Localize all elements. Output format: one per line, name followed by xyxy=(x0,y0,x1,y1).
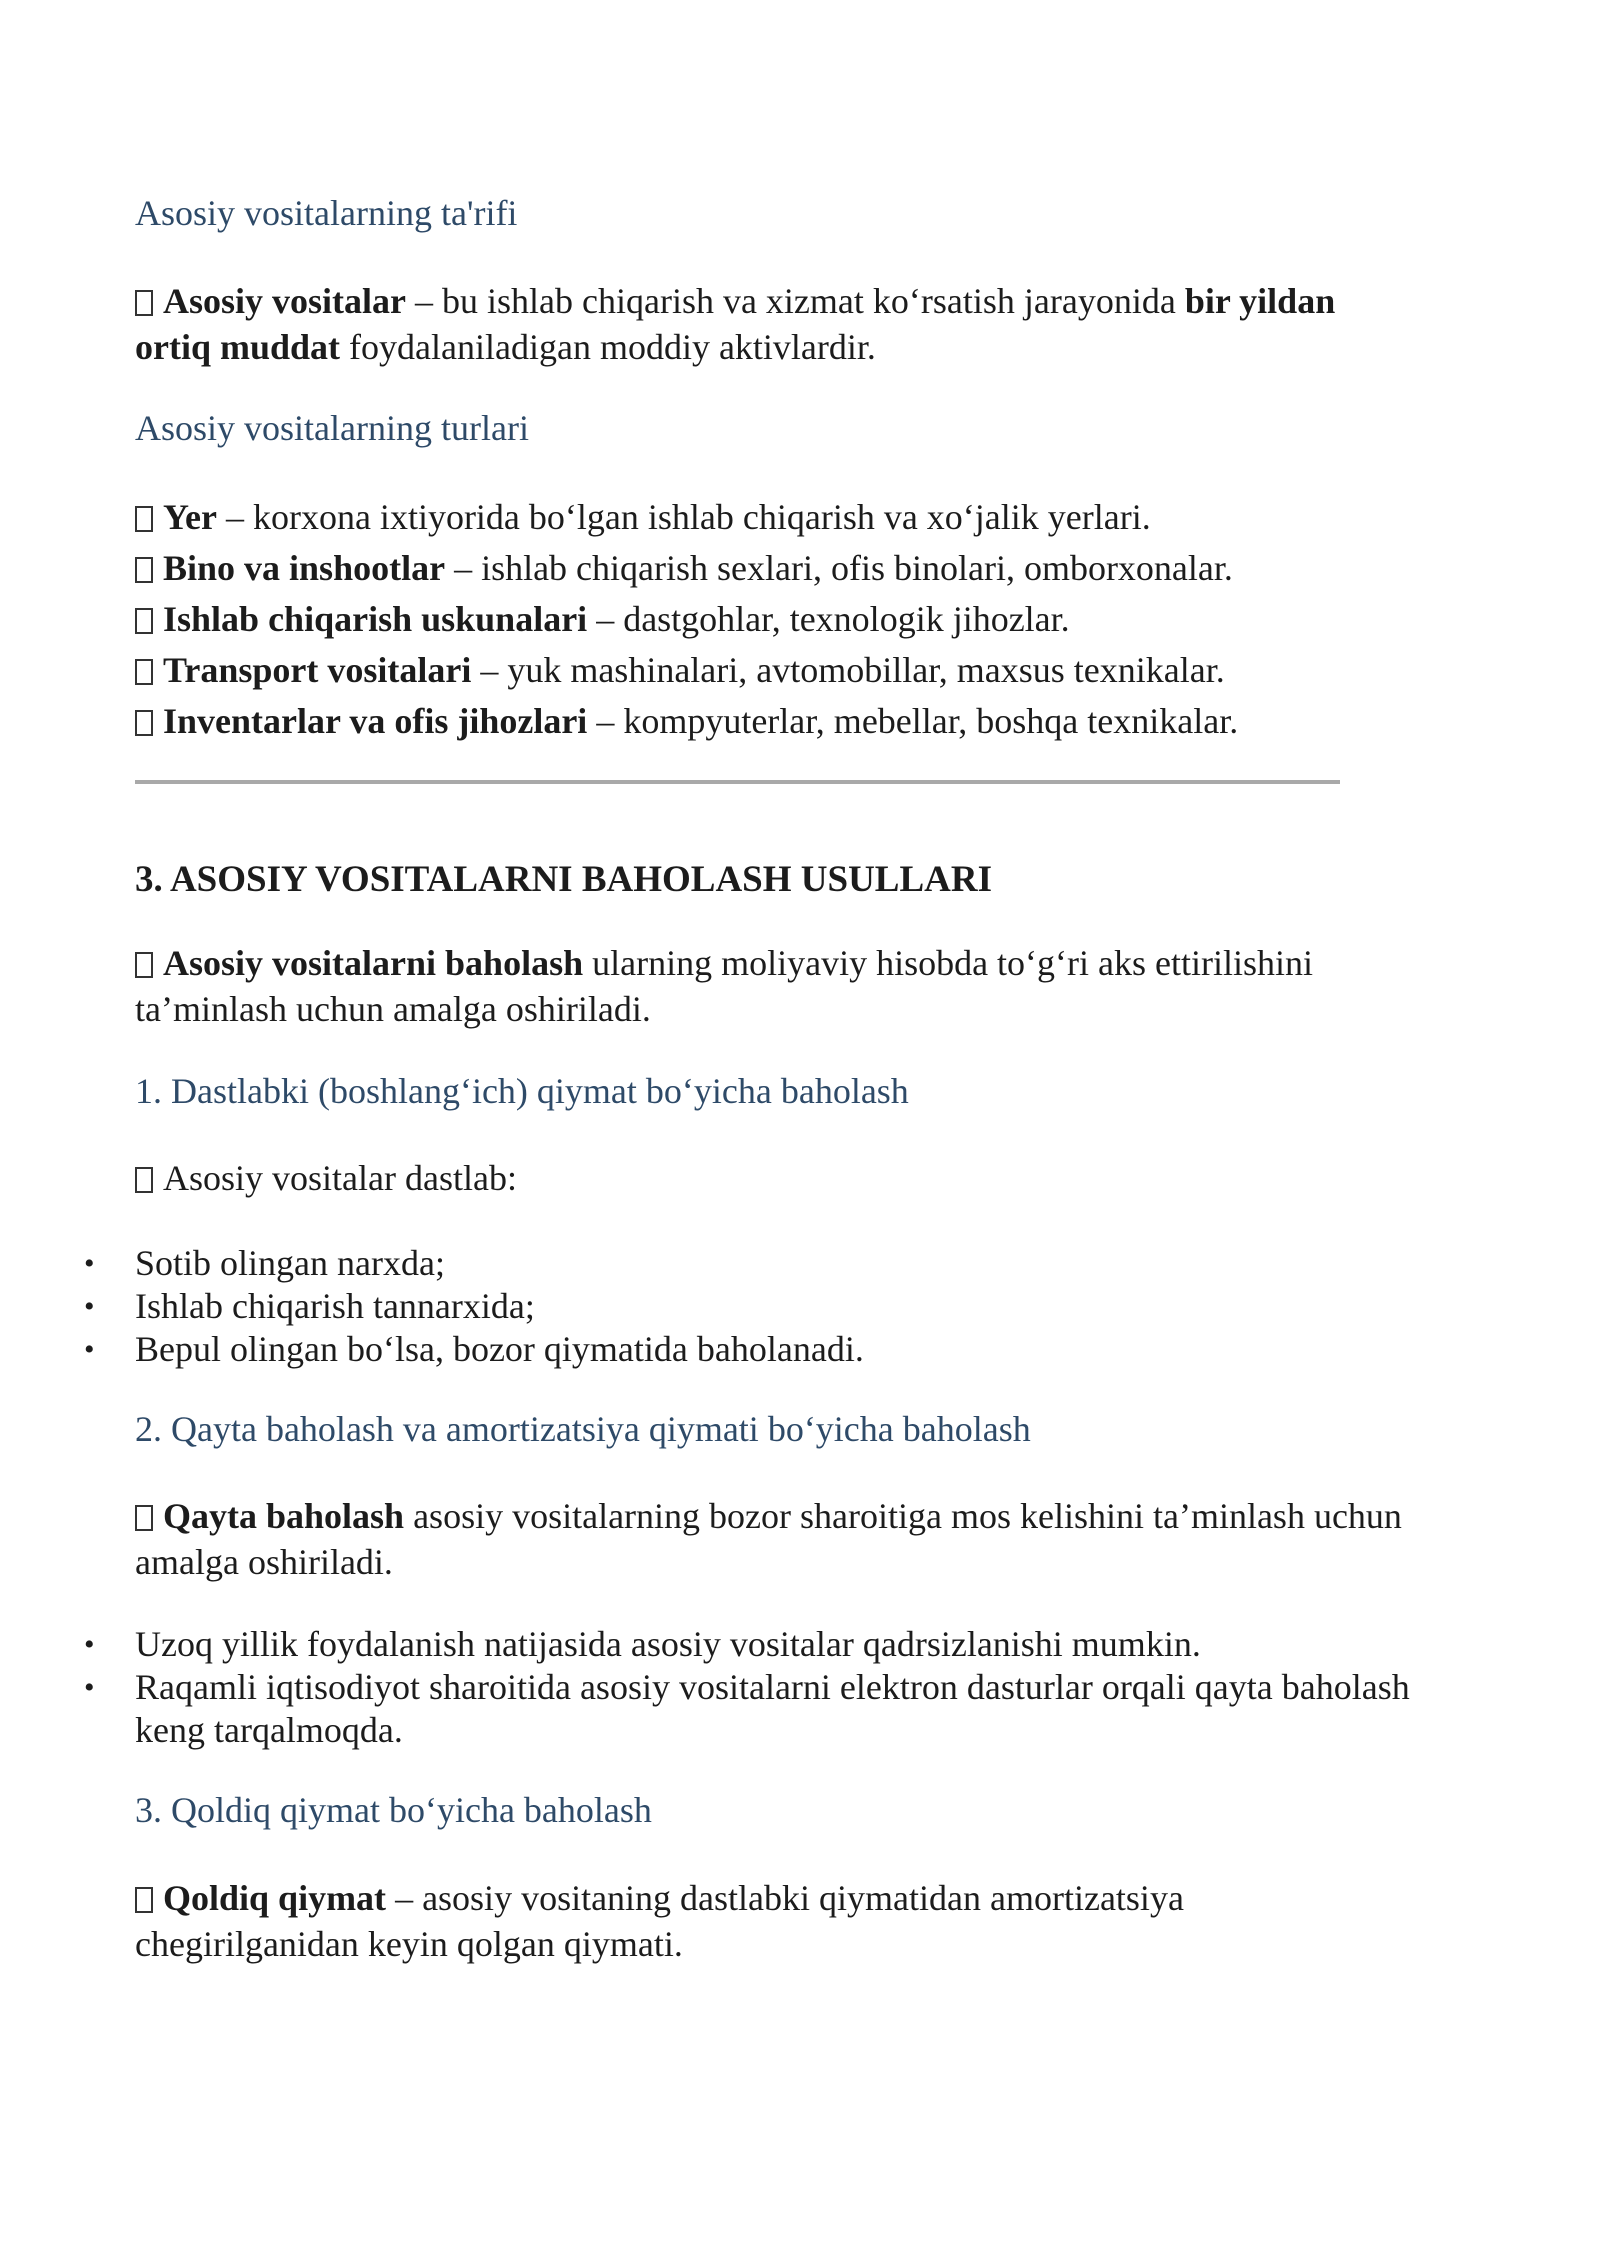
section-title: 3. ASOSIY VOSITALARNI BAHOLASH USULLARI xyxy=(135,859,992,900)
revaluation-list xyxy=(135,1623,1415,1752)
list-item: • Raqamli iqtisodiyot sharoitida asosiy vositalarni elektron dasturlar orqali qayta baholash keng tarqalmoqda. xyxy=(135,1666,1415,1752)
bullet-box-icon xyxy=(135,608,153,634)
definition-paragraph: Asosiy vositalar – bu ishlab chiqarish va xizmat ko‘rsatish jarayonida bir yildan ortiq muddat foydalaniladigan moddiy aktivlardir. xyxy=(135,281,1336,367)
subheading-initial-value: 1. Dastlabki (boshlang‘ich) qiymat bo‘yicha baholash xyxy=(135,1071,909,1111)
heading-definition: Asosiy vositalarning ta'rifi xyxy=(135,193,518,233)
bullet-box-icon xyxy=(135,290,153,316)
bullet-box-icon xyxy=(135,1167,153,1193)
bullet-box-icon xyxy=(135,710,153,736)
initial-value-intro: Asosiy vositalar dastlab: xyxy=(135,1155,1415,1201)
bullet-box-icon xyxy=(135,506,153,532)
bullet-box-icon xyxy=(135,1887,153,1913)
residual-value-paragraph: Qoldiq qiymat – asosiy vositaning dastlabki qiymatidan amortizatsiya chegirilganidan keyin qolgan qiymati. xyxy=(135,1878,1184,1964)
initial-value-list xyxy=(135,1242,1415,1371)
types-list xyxy=(135,492,1435,747)
list-item: • Bepul olingan bo‘lsa, bozor qiymatida baholanadi. xyxy=(135,1328,1415,1371)
list-item: • Sotib olingan narxda; xyxy=(135,1242,1415,1285)
heading-types: Asosiy vositalarning turlari xyxy=(135,408,529,448)
bullet-box-icon xyxy=(135,557,153,583)
evaluation-paragraph: Asosiy vositalarni baholash ularning moliyaviy hisobda to‘g‘ri aks ettirilishini ta’minlash uchun amalga oshiriladi. xyxy=(135,943,1314,1029)
revaluation-paragraph: Qayta baholash asosiy vositalarning bozor sharoitiga mos kelishini ta’minlash uchun amalga oshiriladi. xyxy=(135,1496,1402,1582)
type-item: Ishlab chiqarish uskunalari – dastgohlar, texnologik jihozlar. xyxy=(135,594,1435,645)
type-item: Transport vositalari – yuk mashinalari, avtomobillar, maxsus texnikalar. xyxy=(135,645,1435,696)
bullet-box-icon xyxy=(135,659,153,685)
list-item: • Ishlab chiqarish tannarxida; xyxy=(135,1285,1415,1328)
subheading-residual-value: 3. Qoldiq qiymat bo‘yicha baholash xyxy=(135,1790,652,1830)
subheading-revaluation: 2. Qayta baholash va amortizatsiya qiymati bo‘yicha baholash xyxy=(135,1409,1031,1449)
list-item: • Uzoq yillik foydalanish natijasida asosiy vositalar qadrsizlanishi mumkin. xyxy=(135,1623,1415,1666)
bullet-box-icon xyxy=(135,1505,153,1531)
type-item: Bino va inshootlar – ishlab chiqarish sexlari, ofis binolari, omborxonalar. xyxy=(135,543,1435,594)
horizontal-divider xyxy=(135,780,1340,784)
type-item: Inventarlar va ofis jihozlari – kompyuterlar, mebellar, boshqa texnikalar. xyxy=(135,696,1435,747)
bullet-box-icon xyxy=(135,952,153,978)
type-item: Yer – korxona ixtiyorida bo‘lgan ishlab chiqarish va xo‘jalik yerlari. xyxy=(135,492,1435,543)
